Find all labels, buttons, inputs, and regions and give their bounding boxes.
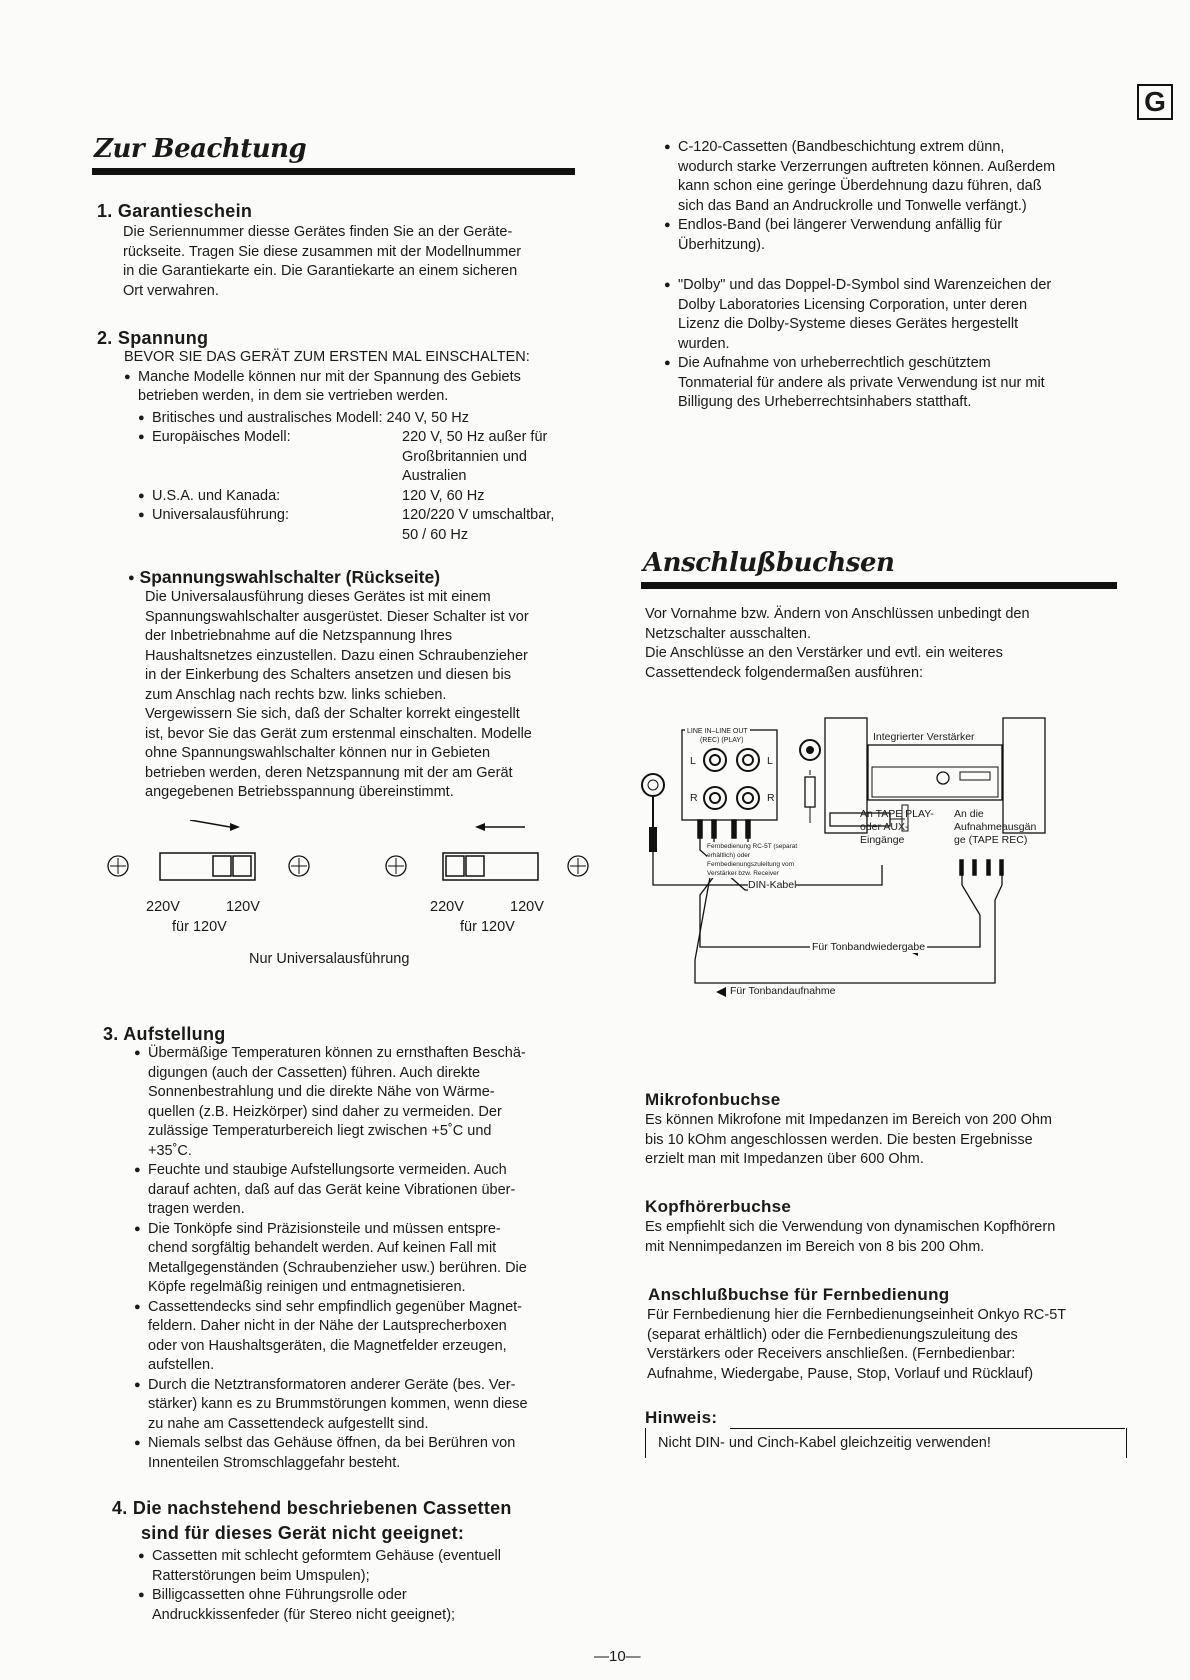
voltage-switch-figure	[100, 820, 600, 900]
text-line: ge (TAPE REC)	[954, 834, 1028, 846]
switch-right-fur: für 120V	[460, 919, 515, 935]
text-line: Netzschalter ausschalten.	[645, 625, 812, 642]
text-line: Andruckkissenfeder (für Stereo nicht geeignet);	[152, 1606, 456, 1623]
switch-figure-caption: Nur Universalausführung	[249, 951, 410, 967]
text-line: Verstärkers oder Receivers anschließen. (Fernbedienbar:	[647, 1346, 1016, 1362]
text-line: ● C-120-Cassetten (Bandbeschichtung extrem dünn,	[678, 139, 1005, 155]
text-line: betrieben werden, in dem sie vertrieben werden.	[138, 388, 449, 404]
text-line: ● Die Aufnahme von urheberrechtlich geschütztem	[678, 355, 991, 371]
title-rule	[92, 168, 575, 175]
voltage-row-eu	[138, 428, 604, 448]
list-item	[664, 354, 1134, 413]
diagram-remote-note	[707, 842, 797, 878]
voltage-row-universal	[138, 506, 604, 526]
cassette-warnings-cont	[664, 138, 1134, 255]
text-line: Vor Vornahme bzw. Ändern von Anschlüssen unbedingt den	[645, 606, 1030, 622]
list-item	[124, 368, 604, 388]
text-line: Es empfiehlt sich die Verwendung von dynamischen Kopfhörern	[645, 1219, 1056, 1235]
text-line: ist, bevor Sie das Gerät zum erstenmal einschalten. Modelle	[145, 725, 532, 742]
text-line: An TAPE PLAY-	[860, 808, 934, 820]
connection-diagram	[640, 715, 1140, 1035]
text-line: Innenteilen Stromschlaggefahr besteht.	[148, 1454, 401, 1471]
heading-spannungswahlschalter	[128, 567, 440, 588]
text-line: ● Cassetten mit schlecht geformtem Gehäuse (eventuell	[152, 1548, 501, 1564]
text-line: ohne Spannungswahlschalter können nur in Gebieten	[145, 745, 491, 761]
list-item	[134, 1044, 594, 1161]
hinweis-box	[645, 1428, 1127, 1458]
diagram-rec-play: (REC) (PLAY)	[700, 737, 744, 744]
screw-icon	[108, 856, 128, 876]
text-line: stärker) kann es zu Brummstörungen kommen, wenn diese	[148, 1396, 528, 1412]
list-item	[664, 276, 1134, 354]
heading-garantieschein: 1. Garantieschein	[97, 201, 253, 221]
text-line: kann schon eine geringe Überdehnung dazu führen, daß	[678, 178, 1042, 194]
text-line: ● Durch die Netztransformatoren anderer Geräte (bes. Ver-	[148, 1376, 516, 1393]
voltage-value: 50 / 60 Hz	[402, 526, 469, 543]
text-line: Lizenz die Dolby-Systeme dieses Gerätes hergestellt	[678, 316, 1019, 332]
text-line: feldern. Daher nicht in der Nähe der Lautsprecherboxen	[148, 1318, 507, 1334]
voltage-value: 120 V, 60 Hz	[402, 487, 485, 504]
diagram-l: L	[767, 755, 773, 767]
arrow-left-icon	[475, 823, 525, 831]
text-line: Die Seriennummer diesse Gerätes finden Sie an der Geräte-	[123, 224, 513, 240]
text-line: sich das Band an Andruckrolle und Tonwelle verfängt.)	[678, 197, 1027, 214]
list-item	[138, 1547, 588, 1586]
heading-kopfhoererbuchse: Kopfhörerbuchse	[645, 1197, 792, 1216]
diagram-din-cable: DIN-Kabel	[748, 879, 797, 891]
text-line: Aufnahmeausgän	[954, 821, 1037, 833]
anschluss-intro	[645, 605, 1125, 683]
bullet-icon: ●	[128, 572, 135, 584]
language-badge: G	[1137, 84, 1173, 120]
diagram-r: R	[690, 792, 698, 804]
text-line: quellen (z.B. Heizkörper) sind daher zu vermeiden. Der	[148, 1103, 502, 1120]
screw-icon	[568, 856, 588, 876]
switch-left-220: 220V	[146, 899, 180, 915]
switch-left-fur: für 120V	[172, 919, 227, 935]
text-line: zum Anschlag nach rechts bzw. links schieben.	[145, 686, 447, 703]
page-number: —10—	[594, 1648, 641, 1665]
text-line: Ort verwahren.	[123, 282, 219, 299]
mikrofonbuchse-text	[645, 1111, 1135, 1170]
text-line: aufstellen.	[148, 1357, 215, 1373]
text-line: bis 10 kOhm angeschlossen werden. Die besten Ergebnisse	[645, 1131, 1033, 1148]
voltage-label: ● U.S.A. und Kanada:	[152, 487, 281, 504]
section-title-anschlussbuchsen: Anschlußbuchsen	[643, 548, 895, 578]
heading-ungeeignete-cassetten	[112, 1496, 512, 1546]
text-line: mit Nennimpedanzen im Bereich von 8 bis 200 Ohm.	[645, 1238, 985, 1255]
din-plug-icon	[642, 774, 664, 796]
diagram-l: L	[690, 755, 696, 767]
text-line: Manche Modelle können nur mit der Spannung des Gebiets	[138, 368, 521, 385]
text-line: ● "Dolby" und das Doppel-D-Symbol sind Warenzeichen der	[678, 277, 1052, 293]
text-line: oder AUX-	[860, 821, 909, 833]
text-line: zu nahe am Cassettendeck aufgestellt sind.	[148, 1415, 429, 1432]
text-line: Es können Mikrofone mit Impedanzen im Bereich von 200 Ohm	[645, 1112, 1053, 1128]
heading-line: sind für dieses Gerät nicht geeignet:	[141, 1523, 465, 1543]
text-line: +35˚C.	[148, 1142, 192, 1159]
garantieschein-text	[123, 223, 593, 301]
screw-icon	[386, 856, 406, 876]
text-line: Billigung des Urheberrechtsinhabers statthaft.	[678, 394, 972, 410]
remote-plug-icon	[805, 777, 815, 807]
text-line: Aufnahme, Wiedergabe, Pause, Stop, Vorlauf und Rücklauf)	[647, 1365, 1034, 1382]
heading-hinweis: Hinweis:	[645, 1408, 718, 1427]
text-line: Cassettendeck folgendermaßen ausführen:	[645, 664, 924, 681]
text-line: erhältlich) oder	[707, 852, 750, 859]
text-line: Haushaltsnetzes einzustellen. Dazu einen Schraubenzieher	[145, 647, 528, 664]
text-line: Sonnenbestrahlung und die direkte Nähe von Wärme-	[148, 1084, 495, 1100]
list-item	[134, 1161, 594, 1220]
text-line: Ratterstörungen beim Umspulen);	[152, 1567, 370, 1584]
text-line: Fernbedienung RC-5T (separat	[707, 843, 798, 850]
arrow-left-icon	[716, 987, 726, 997]
voltage-label: ● Universalausführung:	[152, 507, 290, 523]
text-line: digungen (auch der Cassetten) führen. Auch direkte	[148, 1064, 481, 1081]
switch-housing-left	[160, 853, 255, 880]
switch-right-120: 120V	[510, 899, 544, 915]
rca-plug-icon	[698, 820, 750, 838]
diagram-line-in-out: LINE IN–LINE OUT	[687, 728, 748, 735]
text-line: Für Fernbedienung hier die Fernbedienungseinheit Onkyo RC-5T	[647, 1307, 1067, 1323]
text-line: Metallgegenständen (Schraubenzieher usw.) berühren. Die	[148, 1259, 527, 1276]
voltage-row-usa	[138, 487, 604, 507]
voltage-list	[124, 409, 604, 546]
text-line: ● Billigcassetten ohne Führungsrolle oder	[152, 1587, 407, 1603]
text-line: ● Übermäßige Temperaturen können zu ernsthaften Beschä-	[148, 1045, 526, 1061]
hinweis-text: Nicht DIN- und Cinch-Kabel gleichzeitig verwenden!	[658, 1435, 991, 1451]
text-line: Überhitzung).	[678, 236, 766, 253]
voltage-value: 120/220 V umschaltbar,	[402, 507, 555, 523]
text-line: chend sorgfältig behandelt werden. Auf keinen Fall mit	[148, 1240, 497, 1256]
text-line: wurden.	[678, 335, 730, 352]
heading-line: 4. Die nachstehend beschriebenen Cassetten	[112, 1498, 512, 1518]
title-rule	[641, 582, 1117, 589]
list-item	[134, 1298, 594, 1376]
list-item	[134, 1434, 594, 1473]
voltage-row-uk	[138, 409, 604, 429]
ungeeignete-cassetten-list	[138, 1547, 588, 1625]
switch-housing-right	[443, 853, 538, 880]
screw-icon	[289, 856, 309, 876]
text-line: Vergewissern Sie sich, daß der Schalter korrekt eingestellt	[145, 706, 520, 722]
switch-left-120: 120V	[226, 899, 260, 915]
diagram-tape-rec	[954, 808, 1036, 847]
heading-aufstellung: 3. Aufstellung	[103, 1024, 226, 1044]
text-line: Verstärker bzw. Receiver	[707, 870, 779, 877]
text-line: wodurch starke Verzerrungen auftreten können. Außerdem	[678, 158, 1056, 175]
text-line: zulässige Temperaturbereich liegt zwischen +5˚C und	[148, 1123, 492, 1139]
text-line: ● Cassettendecks sind sehr empfindlich gegenüber Magnet-	[148, 1298, 522, 1315]
heading-spannung: 2. Spannung	[97, 328, 209, 348]
text-line: An die	[954, 808, 984, 820]
text-line: ● Feuchte und staubige Aufstellungsorte vermeiden. Auch	[148, 1162, 507, 1178]
rca-plug-icon	[960, 860, 1003, 875]
list-item	[664, 216, 1134, 255]
list-item	[138, 1586, 588, 1625]
text-line: Tonmaterial für andere als private Verwendung ist nur mit	[678, 374, 1045, 391]
heading-fernbedienung: Anschlußbuchse für Fernbedienung	[648, 1285, 950, 1304]
text-line: der Inbetriebnahme auf die Netzspannung Ihres	[145, 628, 453, 644]
rca-jack-icon	[704, 749, 759, 809]
text-line: betrieben werden, deren Netzspannung mit der am Gerät	[145, 764, 513, 781]
heading-mikrofonbuchse: Mikrofonbuchse	[645, 1090, 781, 1109]
arrow-right-icon	[190, 820, 240, 831]
switch-right-220: 220V	[430, 899, 464, 915]
voltage-label: Britisches und australisches Modell: 240 V, 50 Hz	[152, 409, 470, 426]
legal-notes	[664, 276, 1134, 413]
diagram-record: Für Tonbandaufnahme	[730, 985, 836, 997]
text-line: angegebenen Betriebsspannung übereinstimmt.	[145, 784, 454, 800]
voltage-value: 220 V, 50 Hz außer für	[402, 429, 548, 445]
text-line: erzielt man mit Impedanzen über 600 Ohm.	[645, 1151, 924, 1167]
spannung-intro: BEVOR SIE DAS GERÄT ZUM ERSTEN MAL EINSCHALTEN:	[124, 349, 530, 365]
spannungswahlschalter-text	[145, 588, 595, 803]
list-item	[134, 1220, 594, 1298]
text-line: ● Niemals selbst das Gehäuse öffnen, da bei Berühren von	[148, 1435, 516, 1451]
text-line: Dolby Laboratories Licensing Corporation, unter deren	[678, 296, 1028, 313]
list-item	[664, 138, 1134, 216]
diagram-r: R	[767, 792, 775, 804]
text-line: Die Anschlüsse an den Verstärker und evtl. ein weiteres	[645, 645, 1003, 661]
text-line: ● Die Tonköpfe sind Präzisionsteile und müssen entspre-	[148, 1220, 501, 1237]
fernbedienung-text	[647, 1306, 1137, 1384]
text-line: tragen werden.	[148, 1201, 245, 1217]
section-title-zur-beachtung: Zur Beachtung	[94, 134, 307, 164]
text-line: oder von Haushaltsgeräten, die Magnetfelder erzeugen,	[148, 1337, 507, 1354]
text-line: Die Universalausführung dieses Gerätes ist mit einem	[145, 589, 491, 605]
text-line: ● Endlos-Band (bei längerer Verwendung anfällig für	[678, 217, 1003, 233]
text-line: Fernbedienungszuleitung vom	[707, 861, 795, 868]
diagram-amplifier-label: Integrierter Verstärker	[873, 731, 975, 743]
text-line: (separat erhältlich) oder die Fernbedienungszuleitung des	[647, 1326, 1018, 1343]
voltage-value: Australien	[402, 468, 467, 484]
spannung-block	[124, 348, 604, 545]
text-line: rückseite. Tragen Sie diese zusammen mit der Modellnummer	[123, 243, 522, 260]
text-line: Köpfe regelmäßig reinigen und entmagnetisieren.	[148, 1279, 466, 1295]
voltage-value: Großbritannien und	[402, 448, 527, 465]
text-line: Spannungswahlschalter ausgerüstet. Dieser Schalter ist vor	[145, 608, 529, 625]
heading-text: Spannungswahlschalter (Rückseite)	[139, 567, 441, 587]
text-line: Eingänge	[860, 834, 905, 846]
voltage-label: ● Europäisches Modell:	[152, 429, 291, 445]
text-line: in die Garantiekarte ein. Die Garantiekarte an einem sicheren	[123, 263, 518, 279]
diagram-tape-play	[860, 808, 934, 847]
list-item	[134, 1376, 594, 1435]
text-line: darauf achten, daß auf das Gerät keine Vibrationen über-	[148, 1181, 516, 1198]
kopfhoererbuchse-text	[645, 1218, 1135, 1257]
aufstellung-list	[134, 1044, 594, 1473]
diagram-playback: Für Tonbandwiedergabe	[812, 941, 926, 953]
text-line: in der Einkerbung des Schalters ansetzen und diesen bis	[145, 667, 511, 683]
